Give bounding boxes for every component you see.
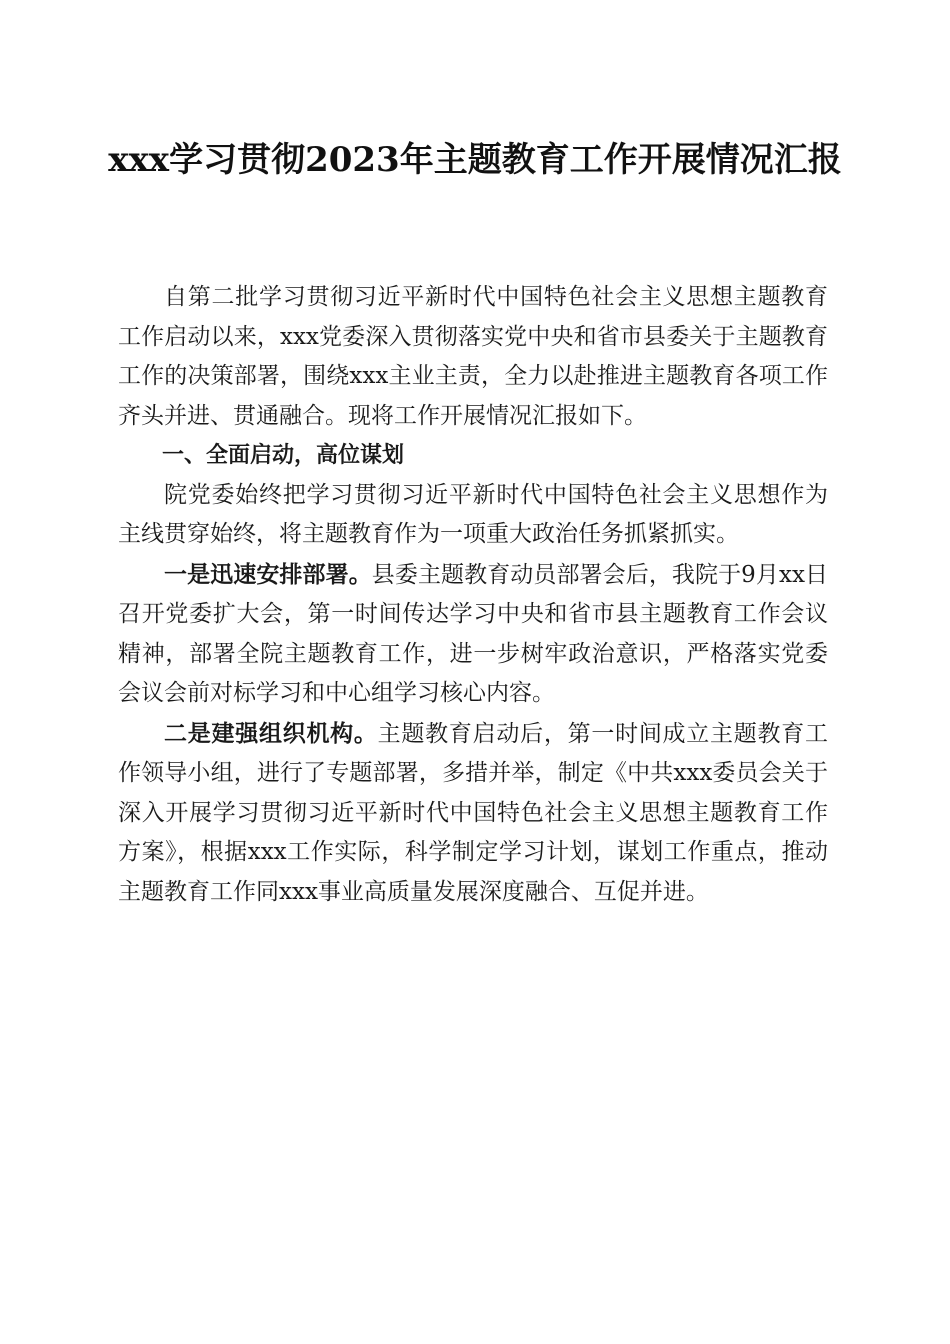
document-body: [118, 278, 828, 912]
item-paragraph-2: [118, 714, 828, 913]
item-text-1: 县委主题教育动员部署会后，我院于9月xx日召开党委扩大会，第一时间传达学习中央和省市县主题教育工作会议精神，部署全院主题教育工作，进一步树牢政治意识，严格落实党委会议会前对标学习和中心组学习核心内容。: [118, 561, 829, 706]
intro-paragraph: 自第二批学习贯彻习近平新时代中国特色社会主义思想主题教育工作启动以来，xxx党委深入贯彻落实党中央和省市县委关于主题教育工作的决策部署，围绕xxx主业主责，全力以赴推进主题教育各项工作齐头并进、贯通融合。现将工作开展情况汇报如下。: [118, 284, 828, 429]
section-heading: 一、全面启动，高位谋划: [162, 443, 405, 468]
section-paragraph: 院党委始终把学习贯彻习近平新时代中国特色社会主义思想作为主线贯穿始终，将主题教育作为一项重大政治任务抓紧抓实。: [118, 481, 828, 547]
item-text-2: 主题教育启动后，第一时间成立主题教育工作领导小组，进行了专题部署，多措并举，制定《中共xxx委员会关于深入开展学习贯彻习近平新时代中国特色社会主义思想主题教育工作方案》，根据xxx工作实际，科学制定学习计划，谋划工作重点，推动主题教育工作同xxx事业高质量发展深度融合、互促并进。: [118, 720, 829, 905]
item-lead-2: 二是建强组织机构。: [164, 719, 378, 747]
item-paragraph-1: [118, 555, 828, 714]
item-lead-1: 一是迅速安排部署。: [164, 560, 372, 588]
document-title: xxx学习贯彻2023年主题教育工作开展情况汇报: [108, 140, 842, 180]
